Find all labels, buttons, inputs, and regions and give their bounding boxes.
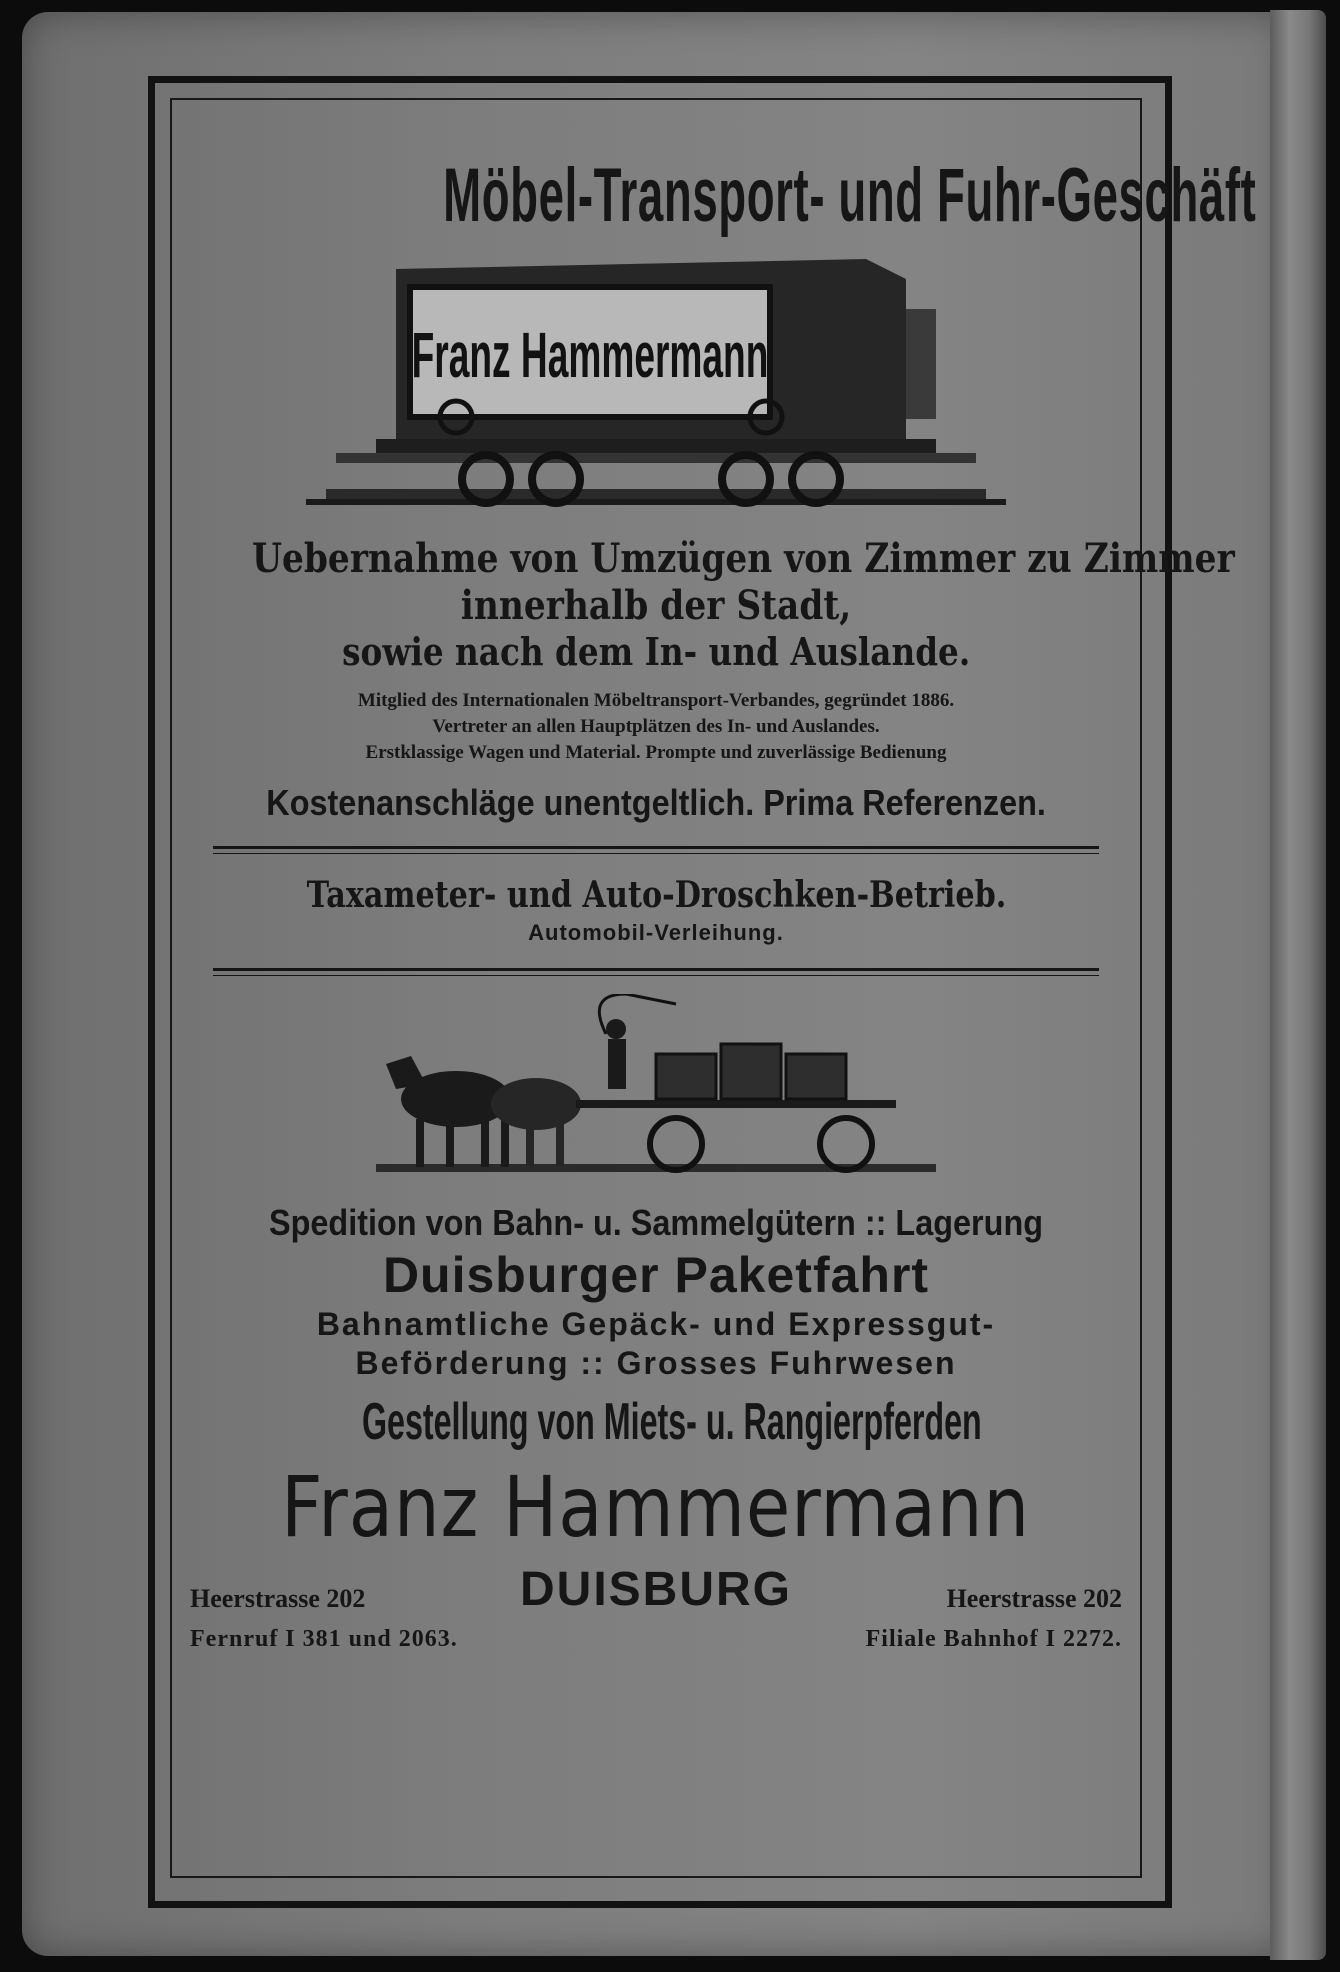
divider	[213, 846, 1099, 849]
service-line-1: Uebernahme von Umzügen von Zimmer zu Zimmer	[251, 535, 1235, 582]
phone-right: Filiale Bahnhof I 2272.	[865, 1626, 1122, 1652]
baggage-line-1: Bahnamtliche Gepäck- und Expressgut-	[316, 1306, 996, 1342]
horse-rental-line: Gestellung von Miets- u. Rangierpferden	[361, 1393, 982, 1451]
auto-rental-line: Automobil-Verleihung.	[528, 920, 784, 945]
cost-estimate-line: Kostenanschläge unentgeltlich. Prima Referenzen.	[266, 782, 1046, 823]
spedition-line: Spedition von Bahn- u. Sammelgütern :: Lagerung	[268, 1202, 1044, 1243]
address-left: Heerstrasse 202	[190, 1584, 366, 1613]
truck-sign-text: Franz Hammermann	[411, 320, 769, 392]
book-spine	[1270, 10, 1326, 1960]
address-right: Heerstrasse 202	[946, 1584, 1122, 1613]
address-row	[172, 1562, 1140, 1622]
quality-line: Erstklassige Wagen und Material. Prompte und zuverlässige Bedienung	[365, 742, 947, 763]
membership-line: Mitglied des Internationalen Möbeltransport-Verbandes, gegründet 1886.	[357, 690, 955, 711]
advertisement	[170, 98, 1257, 1878]
phone-left: Fernruf I 381 und 2063.	[190, 1626, 458, 1652]
paket-line: Duisburger Paketfahrt	[382, 1247, 930, 1303]
service-line-3: sowie nach dem In- und Auslande.	[341, 629, 971, 674]
moving-van-illustration	[306, 249, 1006, 529]
divider	[213, 975, 1099, 976]
divider	[213, 968, 1099, 971]
phone-row	[172, 1622, 1140, 1662]
horse-cart-illustration	[376, 994, 936, 1184]
service-line-2: innerhalb der Stadt,	[460, 582, 852, 629]
representatives-line: Vertreter an allen Hauptplätzen des In- und Auslandes.	[432, 716, 880, 737]
ad-headline: Möbel-Transport- und Fuhr-Geschäft	[443, 153, 1257, 238]
taxi-line: Taxameter- und Auto-Droschken-Betrieb.	[306, 874, 1006, 916]
baggage-line-2: Beförderung :: Grosses Fuhrwesen	[355, 1345, 957, 1381]
company-name: Franz Hammermann	[281, 1458, 1031, 1556]
city-name: DUISBURG	[519, 1563, 792, 1616]
